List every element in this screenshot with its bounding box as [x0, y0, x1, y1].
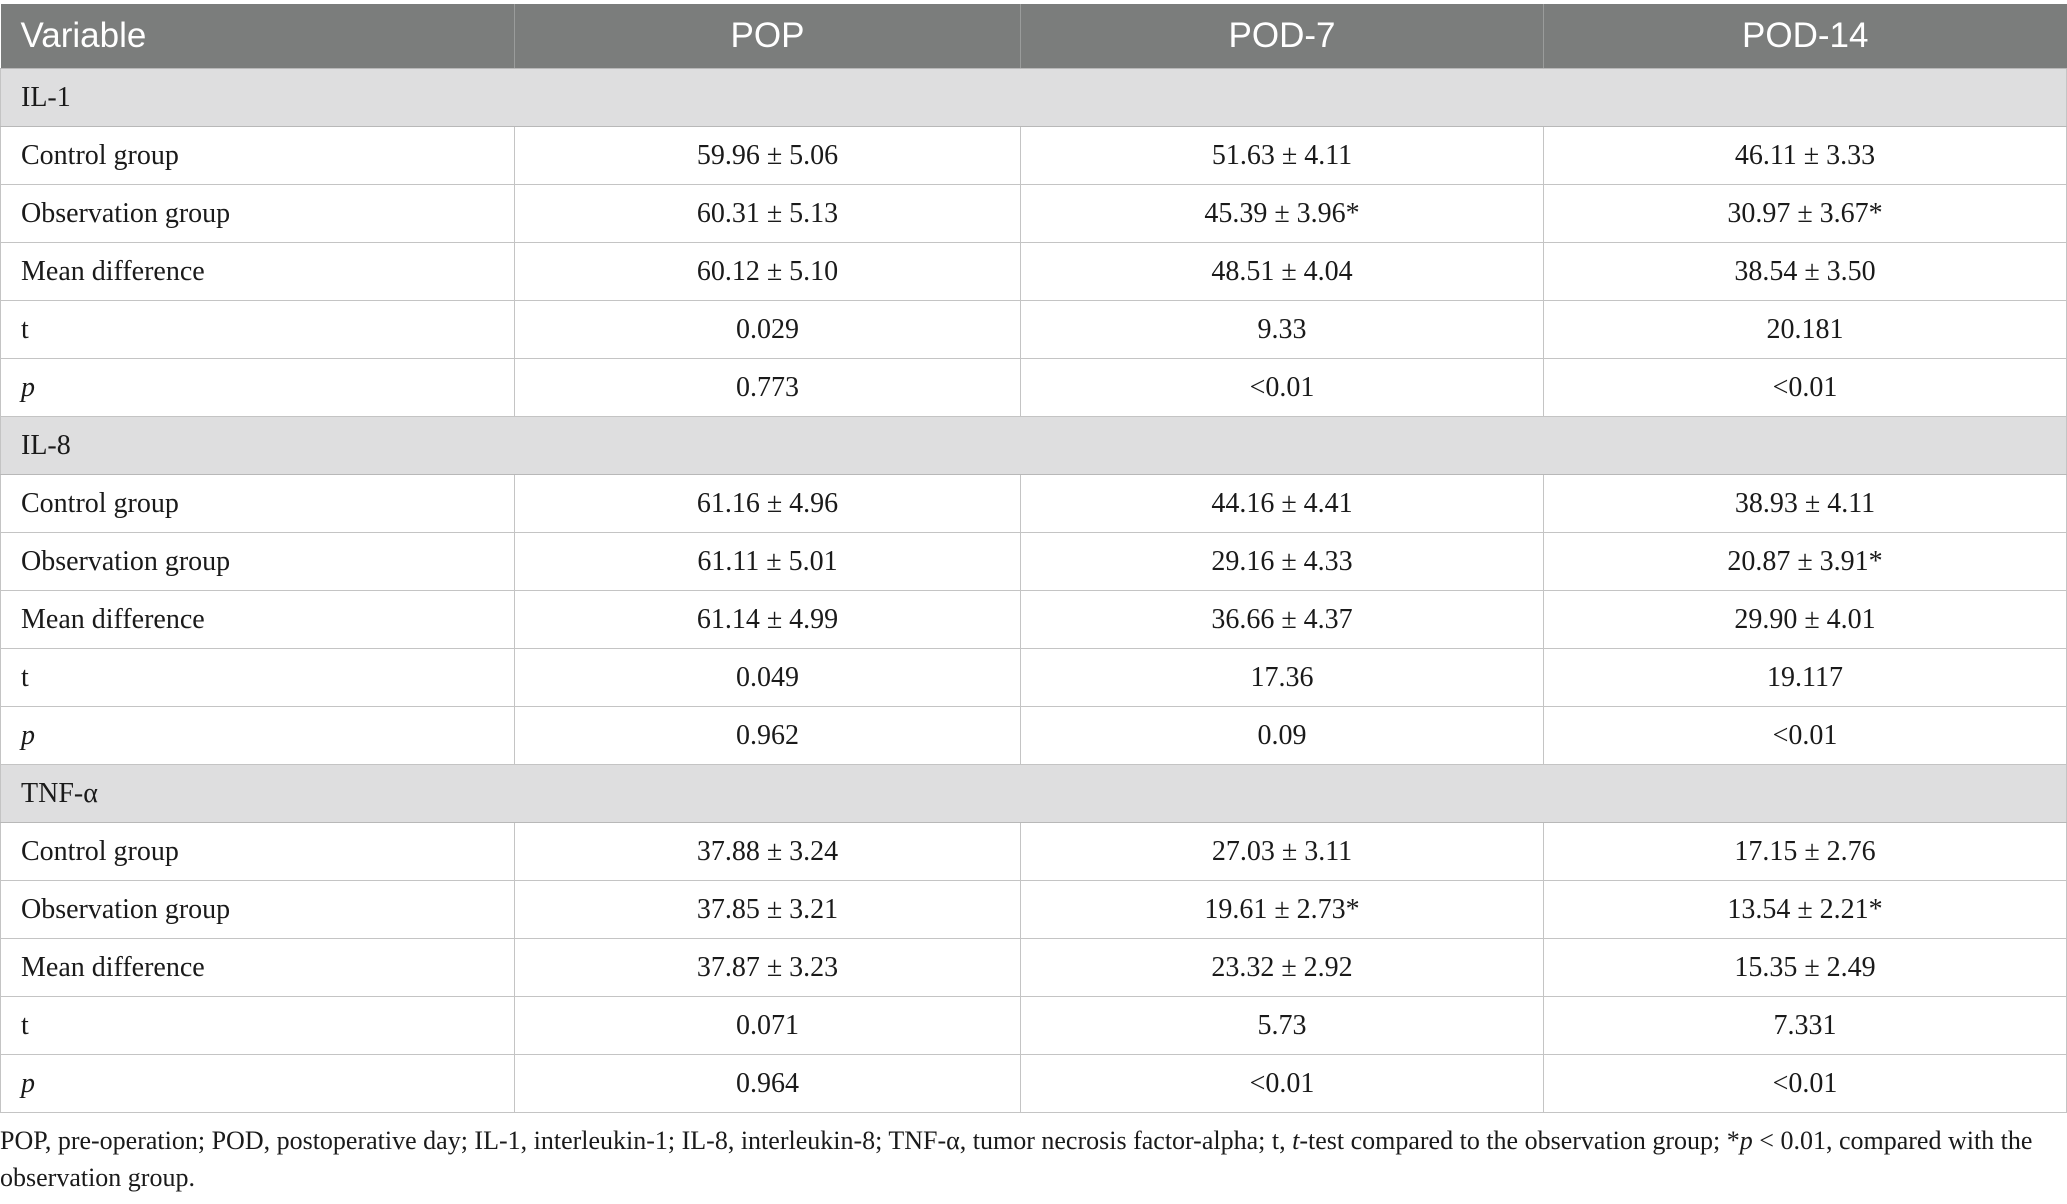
table-row — [1, 649, 2067, 707]
row-label: Mean difference — [1, 243, 515, 301]
table-footnote — [0, 1122, 2060, 1196]
table-cell: 20.181 — [1544, 301, 2067, 359]
row-label: Mean difference — [1, 591, 515, 649]
footnote-text-3: < 0.01, compared with the observation group. — [0, 1126, 2033, 1192]
table-cell: 48.51 ± 4.04 — [1021, 243, 1544, 301]
table-row — [1, 939, 2067, 997]
section-header-row — [1, 765, 2067, 823]
footnote-t-italic: t — [1292, 1126, 1300, 1155]
row-label: Control group — [1, 127, 515, 185]
table-cell: 0.049 — [515, 649, 1021, 707]
table-row — [1, 243, 2067, 301]
table-cell: 29.90 ± 4.01 — [1544, 591, 2067, 649]
table-cell: <0.01 — [1544, 707, 2067, 765]
table-cell: 0.09 — [1021, 707, 1544, 765]
table-row — [1, 533, 2067, 591]
table-row — [1, 475, 2067, 533]
table-row — [1, 591, 2067, 649]
table-header-row — [1, 4, 2067, 69]
table-cell: 0.029 — [515, 301, 1021, 359]
table-cell: <0.01 — [1544, 1055, 2067, 1113]
row-label: Mean difference — [1, 939, 515, 997]
table-cell: 61.16 ± 4.96 — [515, 475, 1021, 533]
footnote-text-1: POP, pre-operation; POD, postoperative day; IL-1, interleukin-1; IL-8, interleukin-8; TNF-α, tumor necrosis factor-alpha; t, — [0, 1126, 1293, 1155]
table-cell: 30.97 ± 3.67* — [1544, 185, 2067, 243]
table-cell: 37.88 ± 3.24 — [515, 823, 1021, 881]
table-cell: 44.16 ± 4.41 — [1021, 475, 1544, 533]
table-row — [1, 359, 2067, 417]
table-body — [1, 69, 2067, 1113]
table-cell: 15.35 ± 2.49 — [1544, 939, 2067, 997]
header-pod-14: POD-14 — [1544, 4, 2067, 69]
table-cell: 17.15 ± 2.76 — [1544, 823, 2067, 881]
table-cell: 0.964 — [515, 1055, 1021, 1113]
table-cell: 7.331 — [1544, 997, 2067, 1055]
table-cell: 5.73 — [1021, 997, 1544, 1055]
header-variable: Variable — [1, 4, 515, 69]
table-cell: 0.962 — [515, 707, 1021, 765]
table-cell: 19.61 ± 2.73* — [1021, 881, 1544, 939]
table-cell: 37.85 ± 3.21 — [515, 881, 1021, 939]
section-title: TNF-α — [1, 765, 2067, 823]
row-label: Control group — [1, 475, 515, 533]
table-row — [1, 823, 2067, 881]
table-cell: 23.32 ± 2.92 — [1021, 939, 1544, 997]
table-cell: 0.071 — [515, 997, 1021, 1055]
row-label: t — [1, 997, 515, 1055]
section-header-row — [1, 417, 2067, 475]
table-cell: 45.39 ± 3.96* — [1021, 185, 1544, 243]
table-cell: 27.03 ± 3.11 — [1021, 823, 1544, 881]
table-cell: <0.01 — [1021, 359, 1544, 417]
table-cell: 38.54 ± 3.50 — [1544, 243, 2067, 301]
table-row — [1, 707, 2067, 765]
row-label: p — [1, 1055, 515, 1113]
table-cell: 38.93 ± 4.11 — [1544, 475, 2067, 533]
footnote-text-2: -test compared to the observation group; * — [1299, 1126, 1740, 1155]
table-row — [1, 185, 2067, 243]
table-cell: <0.01 — [1021, 1055, 1544, 1113]
table-row — [1, 301, 2067, 359]
table-row — [1, 127, 2067, 185]
row-label: t — [1, 301, 515, 359]
section-header-row — [1, 69, 2067, 127]
results-table — [0, 4, 2067, 1113]
row-label: p — [1, 359, 515, 417]
table-cell: 29.16 ± 4.33 — [1021, 533, 1544, 591]
table-cell: 60.31 ± 5.13 — [515, 185, 1021, 243]
table-row — [1, 997, 2067, 1055]
section-title: IL-8 — [1, 417, 2067, 475]
table-cell: 61.11 ± 5.01 — [515, 533, 1021, 591]
row-label: Observation group — [1, 185, 515, 243]
row-label: Control group — [1, 823, 515, 881]
table-cell: 13.54 ± 2.21* — [1544, 881, 2067, 939]
section-title: IL-1 — [1, 69, 2067, 127]
table-cell: 46.11 ± 3.33 — [1544, 127, 2067, 185]
row-label: t — [1, 649, 515, 707]
table-cell: 59.96 ± 5.06 — [515, 127, 1021, 185]
table-cell: 19.117 — [1544, 649, 2067, 707]
table-cell: 37.87 ± 3.23 — [515, 939, 1021, 997]
table-cell: 60.12 ± 5.10 — [515, 243, 1021, 301]
table-row — [1, 881, 2067, 939]
table-row — [1, 1055, 2067, 1113]
table-cell: 0.773 — [515, 359, 1021, 417]
footnote-p-italic: p — [1739, 1126, 1753, 1155]
row-label: Observation group — [1, 881, 515, 939]
row-label: p — [1, 707, 515, 765]
header-pop: POP — [515, 4, 1021, 69]
header-pod-7: POD-7 — [1021, 4, 1544, 69]
table-cell: 20.87 ± 3.91* — [1544, 533, 2067, 591]
table-cell: 9.33 — [1021, 301, 1544, 359]
table-cell: 61.14 ± 4.99 — [515, 591, 1021, 649]
row-label: Observation group — [1, 533, 515, 591]
table-cell: 17.36 — [1021, 649, 1544, 707]
table-cell: <0.01 — [1544, 359, 2067, 417]
table-cell: 36.66 ± 4.37 — [1021, 591, 1544, 649]
table-cell: 51.63 ± 4.11 — [1021, 127, 1544, 185]
